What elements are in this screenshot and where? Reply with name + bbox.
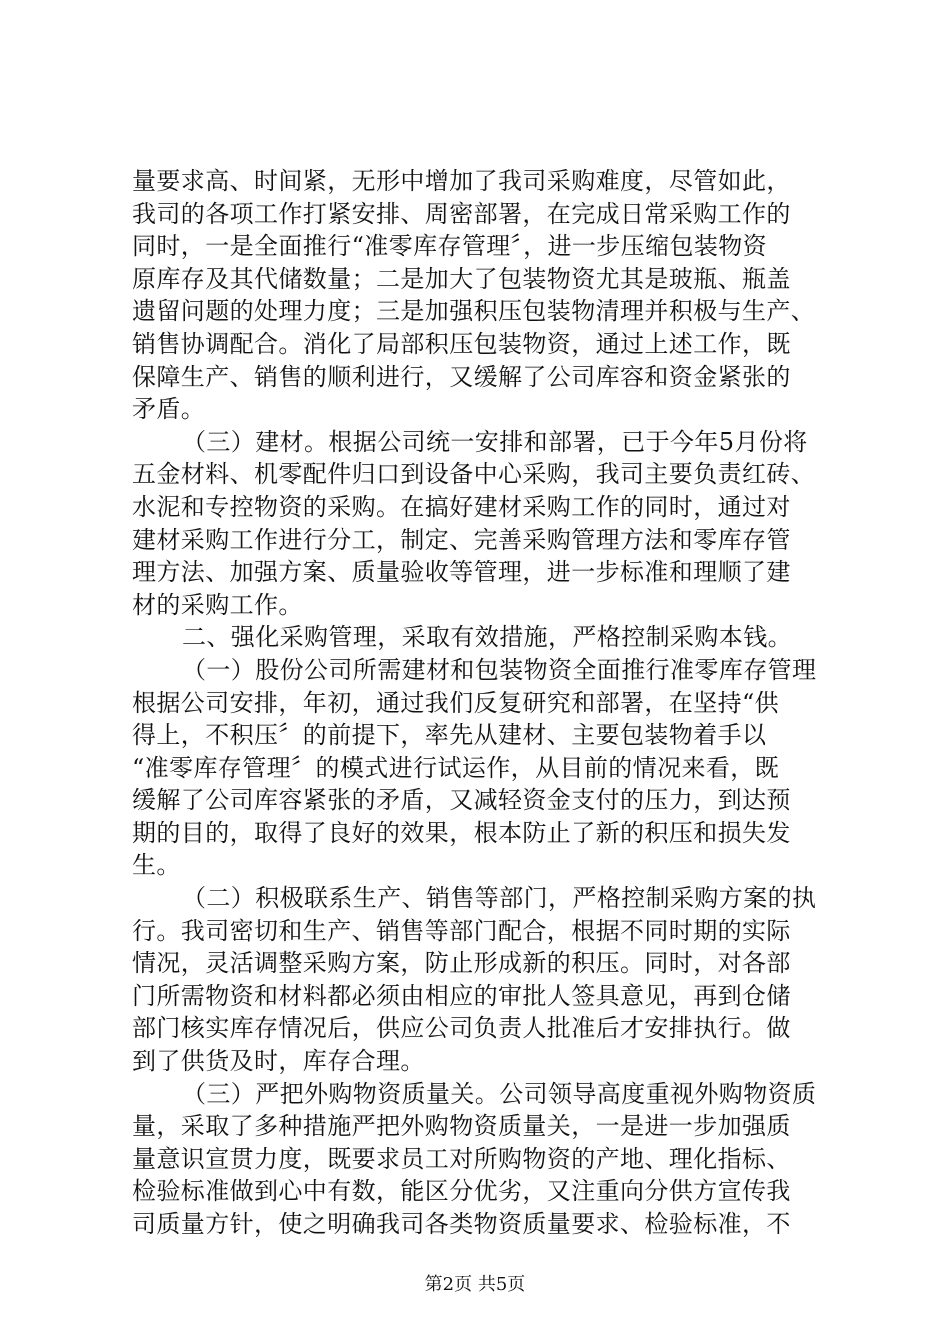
text-line: （三）建材。根据公司统一安排和部署，已于今年5月份将	[182, 427, 808, 456]
text-line: 五金材料、机零配件归口到设备中心采购，我司主要负责红砖、	[132, 460, 816, 489]
text-line: 建材采购工作进行分工，制定、完善采购管理方法和零库存管	[132, 525, 791, 554]
text-line: 我司的各项工作打紧安排、周密部署，在完成日常采购工作的	[132, 199, 791, 228]
page-footer	[0, 1273, 950, 1297]
text-line: 到了供货及时，库存合理。	[132, 1047, 425, 1076]
text-line: 量要求高、时间紧，无形中增加了我司采购难度，尽管如此，	[132, 167, 791, 195]
text-line: 保障生产、销售的顺利进行，又缓解了公司库容和资金紧张的	[132, 362, 791, 391]
text-line: 同时，一是全面推行“准零库存管理〞，进一步压缩包装物资	[132, 232, 768, 261]
document-body	[132, 165, 852, 1241]
text-line: 门所需物资和材料都必须由相应的审批人签具意见，再到仓储	[132, 981, 791, 1010]
text-line: （二）积极联系生产、销售等部门，严格控制采购方案的执	[182, 884, 817, 913]
text-line: （三）严把外购物资质量关。公司领导高度重视外购物资质	[182, 1079, 817, 1108]
text-line: 部门核实库存情况后，供应公司负责人批准后才安排执行。做	[132, 1014, 791, 1043]
text-line: 期的目的，取得了良好的效果，根本防止了新的积压和损失发	[132, 818, 791, 847]
text-line: 原库存及其代储数量；二是加大了包装物资尤其是玻瓶、瓶盖	[132, 264, 791, 293]
text-line: 量，采取了多种措施严把外购物资质量关，一是进一步加强质	[132, 1112, 791, 1141]
text-line: 矛盾。	[132, 395, 206, 424]
page-number-label: 第2页 共5页	[424, 1274, 526, 1295]
text-line: 行。我司密切和生产、销售等部门配合，根据不同时期的实际	[132, 916, 791, 945]
text-line: （一）股份公司所需建材和包装物资全面推行准零库存管理	[182, 655, 817, 684]
text-line: 得上，不积压〞的前提下，率先从建材、主要包装物着手以	[132, 721, 767, 750]
text-line: 司质量方针，使之明确我司各类物资质量要求、检验标准，不	[132, 1210, 791, 1238]
text-line: 材的采购工作。	[132, 590, 303, 619]
text-line: 检验标准做到心中有数，能区分优劣，又注重向分供方宣传我	[132, 1177, 791, 1206]
text-line: 缓解了公司库容紧张的矛盾，又减轻资金支付的压力，到达预	[132, 786, 791, 815]
text-line: 遗留问题的处理力度；三是加强积压包装物清理并积极与生产、	[132, 297, 816, 326]
text-line: 销售协调配合。消化了局部积压包装物资，通过上述工作，既	[132, 329, 791, 358]
text-line: 根据公司安排，年初，通过我们反复研究和部署，在坚持“供	[132, 688, 780, 717]
text-line: 情况，灵活调整采购方案，防止形成新的积压。同时，对各部	[132, 949, 791, 978]
text-line: 量意识宣贯力度，既要求员工对所购物资的产地、理化指标、	[132, 1144, 791, 1173]
text-line: 水泥和专控物资的采购。在搞好建材采购工作的同时，通过对	[132, 492, 791, 521]
text-line: 生。	[132, 851, 181, 880]
text-line: 理方法、加强方案、质量验收等管理，进一步标准和理顺了建	[132, 558, 791, 587]
text-line: 二、强化采购管理，采取有效措施，严格控制采购本钱。	[182, 623, 792, 652]
text-line: “准零库存管理〞的模式进行试运作，从目前的情况来看，既	[132, 753, 780, 782]
